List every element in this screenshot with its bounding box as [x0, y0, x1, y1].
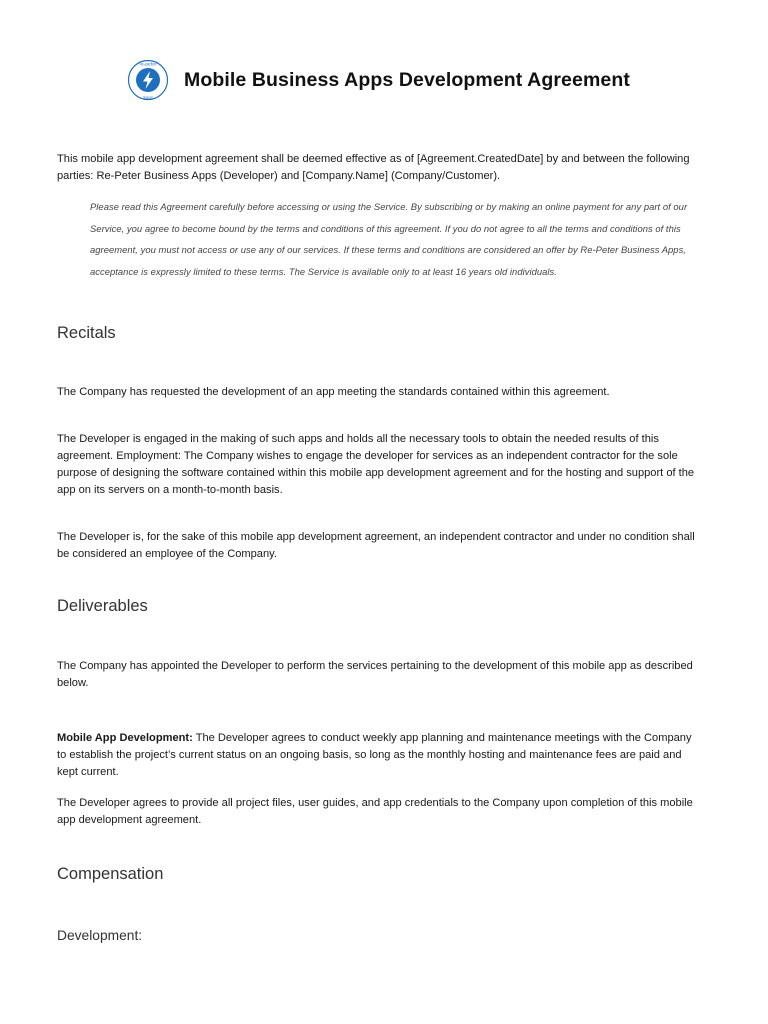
company-logo	[126, 58, 170, 102]
recitals-heading: Recitals	[57, 324, 116, 342]
deliverables-paragraph-3: The Developer agrees to provide all project files, user guides, and app credentials to the Company upon completion of this mobile app development agreement.	[57, 797, 693, 826]
recitals-paragraph-3: The Developer is, for the sake of this mobile app development agreement, an independent contractor and under no condition shall be considered an employee of the Company.	[57, 531, 695, 560]
development-subheading: Development:	[57, 928, 143, 943]
svg-text:re-peter: re-peter	[139, 62, 157, 68]
recitals-paragraph-2: The Developer is engaged in the making of such apps and holds all the necessary tools to obtain the needed results of this agreement. Employment: The Company wishes to engage the developer for services as an independent contractor for the sole purpose of designing the software contained within this mobile app development agreement and for the hosting and support of the app on its servers on a month-to-month basis.	[57, 433, 695, 496]
document-title: Mobile Business Apps Development Agreement	[184, 68, 630, 91]
intro-paragraph: This mobile app development agreement shall be deemed effective as of [Agreement.CreatedDate] by and between the following parties: Re-Peter Business Apps (Developer) and [Company.Name] (Company/Customer).	[57, 153, 690, 182]
compensation-heading: Compensation	[57, 865, 164, 883]
mobile-app-development-label: Mobile App Development:	[57, 732, 193, 744]
recitals-paragraph-1: The Company has requested the development of an app meeting the standards contained within this agreement.	[57, 386, 610, 398]
svg-text:apps: apps	[142, 96, 154, 101]
deliverables-paragraph-1: The Company has appointed the Developer to perform the services pertaining to the development of this mobile app as described below.	[57, 660, 693, 689]
mobile-app-development-text: The Developer agrees to conduct weekly app planning and maintenance meetings with the Company to establish the project’s current status on an ongoing basis, so long as the monthly hosting and maintenance fees are paid and kept current.	[57, 732, 692, 778]
document-header	[126, 58, 630, 102]
deliverables-heading: Deliverables	[57, 597, 148, 615]
deliverables-paragraph-2	[57, 730, 697, 781]
notice-paragraph: Please read this Agreement carefully before accessing or using the Service. By subscribing or by making an online payment for any part of our Service, you agree to become bound by the terms and conditions of this agreement. If you do not agree to all the terms and conditions of this agreement, you must not access or use any of our services. If these terms and conditions are considered an offer by Re-Peter Business Apps, acceptance is expressly limited to these terms. The Service is available only to at least 16 years old individuals.	[90, 201, 688, 277]
